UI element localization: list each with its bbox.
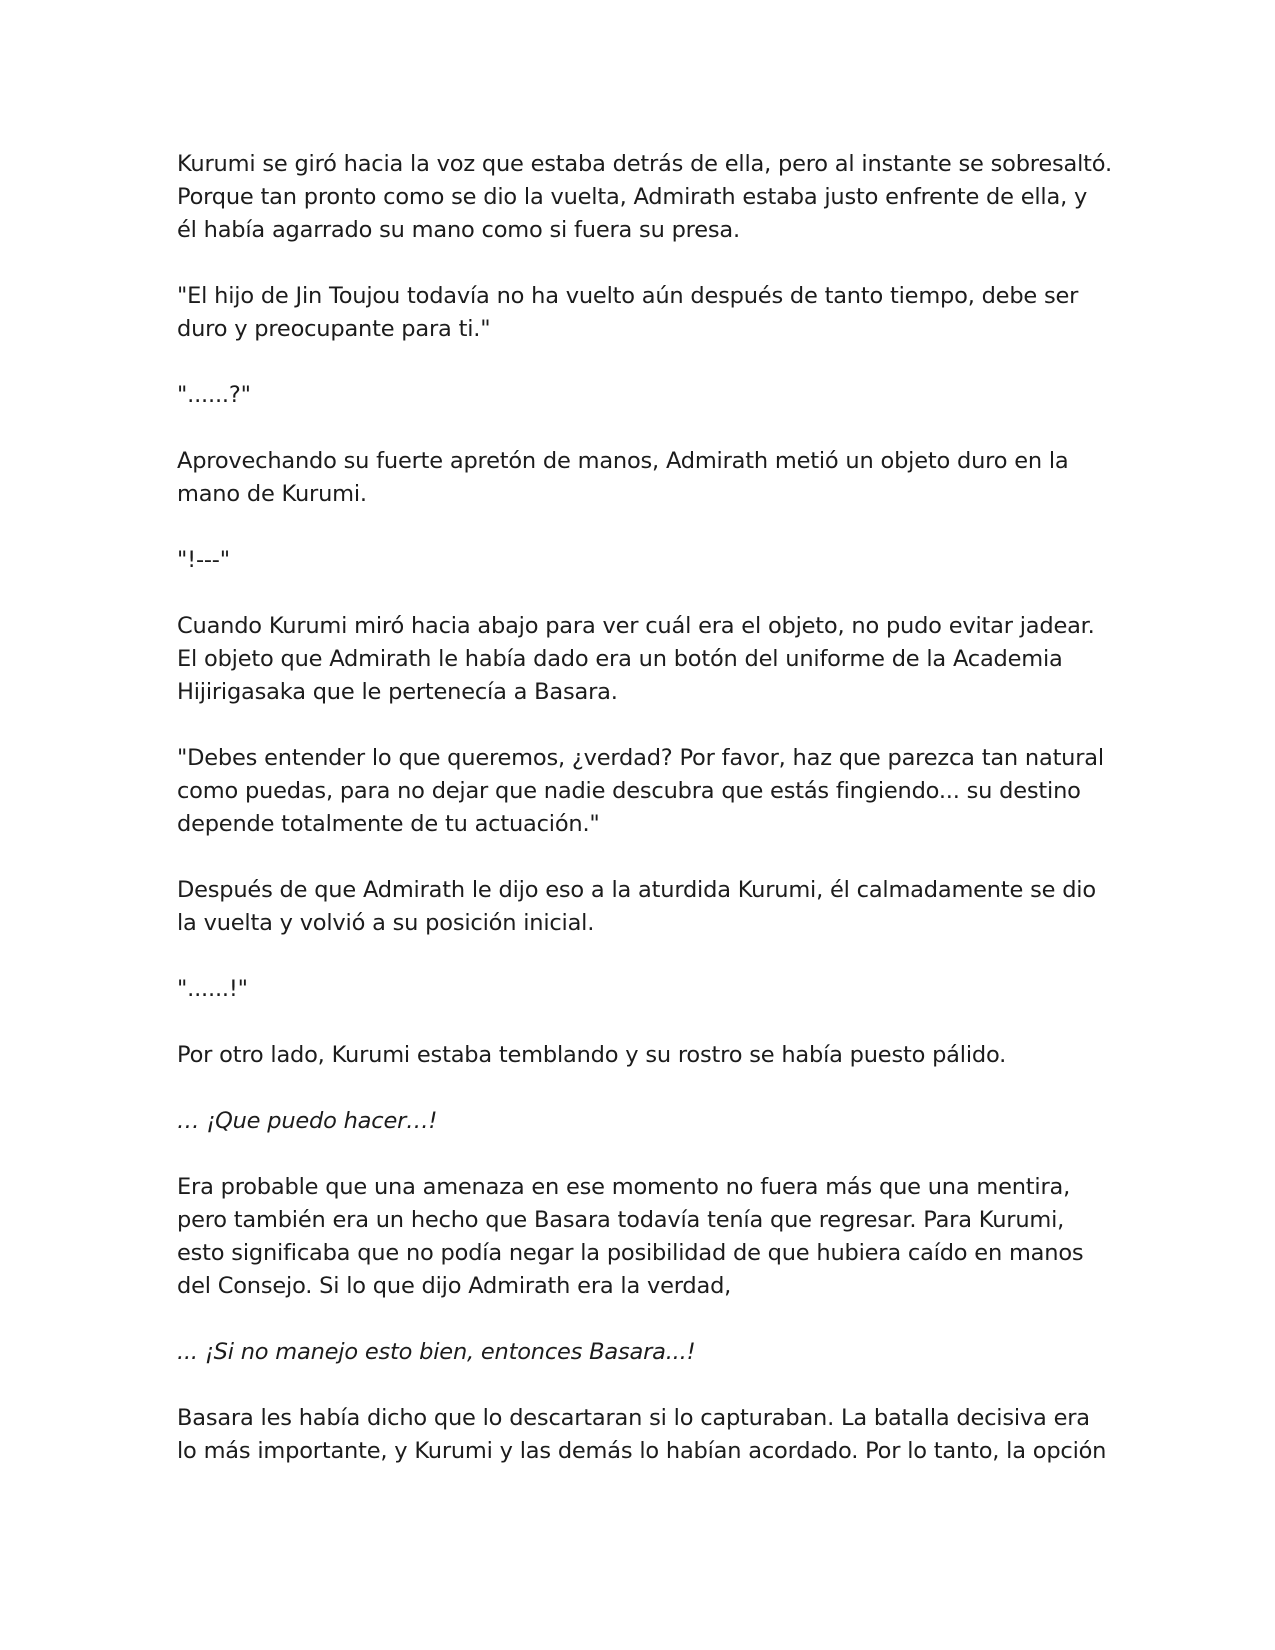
- paragraph-12: Era probable que una amenaza en ese momento no fuera más que una mentira, pero también era un hecho que Basara todavía tenía que regresar. Para Kurumi, esto significaba que no podía negar la posibilidad de que hubiera caído en manos del Consejo. Si lo que dijo Admirath era la verdad,: [177, 1174, 1084, 1299]
- text-column: [177, 148, 1112, 1501]
- paragraph-8: Después de que Admirath le dijo eso a la aturdida Kurumi, él calmadamente se dio la vuelta y volvió a su posición inicial.: [177, 877, 1096, 936]
- paragraph-7: "Debes entender lo que queremos, ¿verdad? Por favor, haz que parezca tan natural como puedas, para no dejar que nadie descubra que estás fingiendo... su destino depende totalmente de tu actuación.": [177, 745, 1104, 837]
- paragraph-9: "......!": [177, 976, 248, 1002]
- paragraph-11-thought: … ¡Que puedo hacer…!: [177, 1108, 438, 1134]
- paragraph-3: "......?": [177, 382, 251, 408]
- paragraph-10: Por otro lado, Kurumi estaba temblando y su rostro se había puesto pálido.: [177, 1042, 1007, 1068]
- paragraph-2: "El hijo de Jin Toujou todavía no ha vuelto aún después de tanto tiempo, debe ser duro y preocupante para ti.": [177, 283, 1079, 342]
- paragraph-4: Aprovechando su fuerte apretón de manos, Admirath metió un objeto duro en la mano de Kurumi.: [177, 448, 1069, 507]
- paragraph-14: Basara les había dicho que lo descartaran si lo capturaban. La batalla decisiva era lo más importante, y Kurumi y las demás lo habían acordado. Por lo tanto, la opción: [177, 1405, 1107, 1464]
- paragraph-13-thought: ... ¡Si no manejo esto bien, entonces Basara...!: [177, 1339, 696, 1365]
- paragraph-1: Kurumi se giró hacia la voz que estaba detrás de ella, pero al instante se sobresaltó. Porque tan pronto como se dio la vuelta, Admirath estaba justo enfrente de ella, y él había agarrado su mano como si fuera su presa.: [177, 151, 1112, 243]
- paragraph-5: "!---": [177, 547, 230, 573]
- paragraph-6: Cuando Kurumi miró hacia abajo para ver cuál era el objeto, no pudo evitar jadear. El objeto que Admirath le había dado era un botón del uniforme de la Academia Hijirigasaka que le pertenecía a Basara.: [177, 613, 1095, 705]
